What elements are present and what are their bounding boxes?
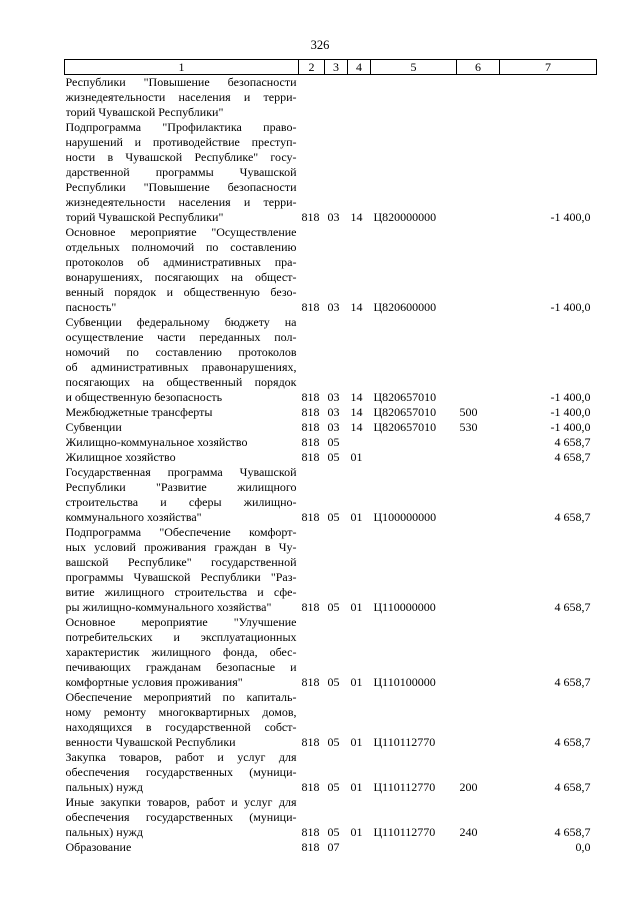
table-row — [65, 75, 597, 121]
target-article-code: Ц100000000 — [373, 510, 437, 524]
description-line: Закупка товаров, работ и услуг для — [65, 750, 297, 764]
ministry-code: 818 — [301, 390, 320, 404]
target-article-code: Ц110112770 — [373, 825, 436, 839]
target-article-code — [371, 435, 457, 450]
description-line: ности в Чувашской Республике" госу- — [65, 150, 297, 164]
ministry-code: 818 — [301, 300, 320, 314]
subsection-code: 14 — [350, 300, 363, 314]
amount: 4 658,7 — [554, 780, 591, 794]
subsection-code — [348, 435, 371, 450]
description-line: комфортные условия проживания" — [65, 675, 243, 689]
ministry-code: 818 — [301, 435, 320, 449]
table-row — [65, 120, 597, 225]
subsection-code: 01 — [350, 780, 363, 794]
table-row — [65, 405, 597, 420]
expense-type-code: 200 — [459, 780, 478, 794]
expense-type-code — [457, 525, 500, 615]
table-row — [65, 465, 597, 525]
description-line: находящихся в государственной собст- — [65, 720, 297, 734]
page-number: 326 — [310, 38, 330, 52]
description-line: осуществление части переданных пол- — [65, 330, 297, 344]
description-line: жизнедеятельности населения и терри- — [65, 90, 297, 104]
subsection-code: 14 — [350, 420, 363, 434]
section-code — [325, 75, 348, 121]
description-line: Подпрограмма "Обеспечение комфорт- — [65, 525, 297, 539]
section-code: 05 — [327, 780, 340, 794]
section-code: 05 — [327, 825, 340, 839]
expense-type-code — [457, 75, 500, 121]
header-col-6: 6 — [457, 60, 500, 75]
expense-type-code — [457, 450, 500, 465]
description-line: Республики "Повышение безопасности — [65, 180, 297, 194]
amount: -1 400,0 — [550, 300, 591, 314]
description-line: Республики "Повышение безопасности — [65, 75, 297, 89]
ministry-code: 818 — [301, 600, 320, 614]
description-line: отдельных полномочий по составлению — [65, 240, 297, 254]
ministry-code: 818 — [301, 840, 320, 854]
description-line: протоколов об административных пра- — [65, 255, 297, 269]
target-article-code — [371, 75, 457, 121]
description-line: торий Чувашской Республики" — [65, 210, 224, 224]
ministry-code: 818 — [301, 420, 320, 434]
ministry-code — [299, 75, 325, 121]
header-col-4: 4 — [348, 60, 371, 75]
ministry-code: 818 — [301, 510, 320, 524]
table-row — [65, 435, 597, 450]
description-line: нарушений и противодействие преступ- — [65, 135, 297, 149]
description-line: обеспечения государственных (муници- — [65, 810, 297, 824]
row-description — [65, 420, 299, 435]
section-code: 05 — [327, 510, 340, 524]
subsection-code: 01 — [350, 450, 363, 464]
expense-type-code — [457, 120, 500, 225]
description-line: коммунального хозяйства" — [65, 510, 202, 524]
budget-table — [64, 59, 597, 855]
description-line: характеристик жилищного фонда, обес- — [65, 645, 297, 659]
row-description — [65, 525, 299, 615]
expense-type-code — [457, 690, 500, 750]
description-line: дарственной программы Чувашской — [65, 165, 297, 179]
description-line: жизнедеятельности населения и терри- — [65, 195, 297, 209]
amount: 4 658,7 — [554, 600, 591, 614]
section-code: 05 — [327, 435, 340, 449]
description-line: программы Чувашской Республики "Раз- — [65, 570, 297, 584]
description-line: витие жилищного строительства и сфе- — [65, 585, 297, 599]
row-description — [65, 225, 299, 315]
amount — [500, 75, 597, 121]
target-article-code — [371, 840, 457, 855]
amount: -1 400,0 — [550, 210, 591, 224]
section-code: 03 — [327, 390, 340, 404]
header-col-7: 7 — [500, 60, 597, 75]
row-description — [65, 840, 299, 855]
description-line: пальных) нужд — [65, 780, 143, 794]
subsection-code: 01 — [350, 675, 363, 689]
header-col-2: 2 — [299, 60, 325, 75]
description-line: вашской Республике" государственной — [65, 555, 297, 569]
ministry-code: 818 — [301, 450, 320, 464]
table-row — [65, 795, 597, 840]
amount: 4 658,7 — [554, 735, 591, 749]
target-article-code: Ц820657010 — [373, 405, 437, 419]
description-line: номочий по составлению протоколов — [65, 345, 297, 359]
description-line: обеспечения государственных (муници- — [65, 765, 297, 779]
expense-type-code: 500 — [459, 405, 478, 419]
table-row — [65, 690, 597, 750]
section-code: 07 — [327, 840, 340, 854]
expense-type-code — [457, 225, 500, 315]
description-line: печивающих гражданам безопасные и — [65, 660, 297, 674]
ministry-code: 818 — [301, 675, 320, 689]
section-code: 05 — [327, 450, 340, 464]
ministry-code: 818 — [301, 825, 320, 839]
description-line: Жилищное хозяйство — [65, 450, 176, 464]
subsection-code: 14 — [350, 390, 363, 404]
expense-type-code — [457, 435, 500, 450]
section-code: 03 — [327, 300, 340, 314]
subsection-code: 14 — [350, 210, 363, 224]
description-line: и общественную безопасность — [65, 390, 223, 404]
table-row — [65, 225, 597, 315]
row-description — [65, 315, 299, 405]
row-description — [65, 435, 299, 450]
row-description — [65, 465, 299, 525]
subsection-code: 01 — [350, 510, 363, 524]
expense-type-code: 530 — [459, 420, 478, 434]
row-description — [65, 120, 299, 225]
table-body — [65, 75, 597, 856]
description-line: пальных) нужд — [65, 825, 143, 839]
description-line: потребительских и эксплуатационных — [65, 630, 297, 644]
description-line: ному ремонту многоквартирных домов, — [65, 705, 297, 719]
section-code: 05 — [327, 600, 340, 614]
table-header — [65, 60, 597, 75]
amount: 4 658,7 — [554, 825, 591, 839]
table-row — [65, 750, 597, 795]
expense-type-code — [457, 315, 500, 405]
description-line: строительства и сферы жилищно- — [65, 495, 297, 509]
description-line: Государственная программа Чувашской — [65, 465, 297, 479]
target-article-code: Ц820600000 — [373, 300, 437, 314]
description-line: вонарушениях, посягающих на общест- — [65, 270, 297, 284]
subsection-code: 01 — [350, 735, 363, 749]
table-row — [65, 315, 597, 405]
description-line: торий Чувашской Республики" — [65, 105, 224, 119]
row-description — [65, 75, 299, 121]
row-description — [65, 795, 299, 840]
row-description — [65, 615, 299, 690]
amount: 0,0 — [575, 840, 591, 854]
row-description — [65, 405, 299, 420]
header-col-5: 5 — [371, 60, 457, 75]
subsection-code: 01 — [350, 825, 363, 839]
target-article-code: Ц110112770 — [373, 735, 436, 749]
description-line: Республики "Развитие жилищного — [65, 480, 297, 494]
amount: -1 400,0 — [550, 420, 591, 434]
expense-type-code — [457, 465, 500, 525]
expense-type-code: 240 — [459, 825, 478, 839]
ministry-code: 818 — [301, 405, 320, 419]
ministry-code: 818 — [301, 210, 320, 224]
section-code: 05 — [327, 735, 340, 749]
ministry-code: 818 — [301, 780, 320, 794]
section-code: 05 — [327, 675, 340, 689]
row-description — [65, 450, 299, 465]
table-row — [65, 615, 597, 690]
description-line: венности Чувашской Республики — [65, 735, 236, 749]
target-article-code: Ц110112770 — [373, 780, 436, 794]
description-line: Субвенции федеральному бюджету на — [65, 315, 297, 329]
amount: 4 658,7 — [554, 435, 591, 449]
target-article-code: Ц820657010 — [373, 390, 437, 404]
description-line: Основное мероприятие "Осуществление — [65, 225, 297, 239]
amount: 4 658,7 — [554, 510, 591, 524]
description-line: пасность" — [65, 300, 117, 314]
description-line: венный порядок и общественную безо- — [65, 285, 297, 299]
description-line: ных условий проживания граждан в Чу- — [65, 540, 297, 554]
description-line: об административных правонарушениях, — [65, 360, 297, 374]
target-article-code: Ц820000000 — [373, 210, 437, 224]
section-code: 03 — [327, 420, 340, 434]
table-row — [65, 840, 597, 855]
target-article-code: Ц110100000 — [373, 675, 436, 689]
description-line: Жилищно-коммунальное хозяйство — [65, 435, 248, 449]
target-article-code: Ц820657010 — [373, 420, 437, 434]
amount: -1 400,0 — [550, 405, 591, 419]
header-col-3: 3 — [325, 60, 348, 75]
target-article-code — [371, 450, 457, 465]
subsection-code: 01 — [350, 600, 363, 614]
description-line: Образование — [65, 840, 132, 854]
expense-type-code — [457, 840, 500, 855]
description-line: Иные закупки товаров, работ и услуг для — [65, 795, 297, 809]
table-row — [65, 525, 597, 615]
amount: 4 658,7 — [554, 450, 591, 464]
section-code: 03 — [327, 210, 340, 224]
amount: -1 400,0 — [550, 390, 591, 404]
ministry-code: 818 — [301, 735, 320, 749]
subsection-code — [348, 75, 371, 121]
target-article-code: Ц110000000 — [373, 600, 436, 614]
section-code: 03 — [327, 405, 340, 419]
amount: 4 658,7 — [554, 675, 591, 689]
header-col-1: 1 — [65, 60, 299, 75]
expense-type-code — [457, 615, 500, 690]
table-row — [65, 420, 597, 435]
description-line: посягающих на общественный порядок — [65, 375, 297, 389]
description-line: Субвенции — [65, 420, 122, 434]
subsection-code — [348, 840, 371, 855]
description-line: ры жилищно-коммунального хозяйства" — [65, 600, 272, 614]
row-description — [65, 690, 299, 750]
subsection-code: 14 — [350, 405, 363, 419]
row-description — [65, 750, 299, 795]
description-line: Основное мероприятие "Улучшение — [65, 615, 297, 629]
table-row — [65, 450, 597, 465]
description-line: Подпрограмма "Профилактика право- — [65, 120, 297, 134]
description-line: Межбюджетные трансферты — [65, 405, 213, 419]
description-line: Обеспечение мероприятий по капиталь- — [65, 690, 297, 704]
